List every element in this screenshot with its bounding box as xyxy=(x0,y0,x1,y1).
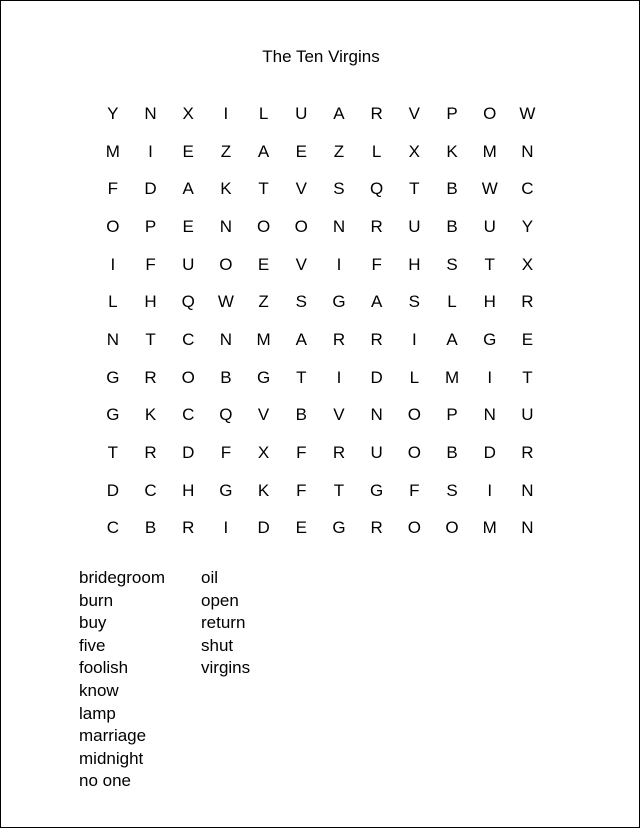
grid-letter: Y xyxy=(107,103,119,123)
grid-letter: M xyxy=(482,141,497,161)
grid-letter: T xyxy=(409,179,420,199)
grid-letter: P xyxy=(446,405,458,425)
word-list-item: marriage xyxy=(79,726,147,746)
grid-letter: P xyxy=(144,216,157,236)
grid-letter: Q xyxy=(181,292,195,312)
grid-letter: E xyxy=(182,216,194,236)
grid-letter: L xyxy=(409,367,420,387)
grid-letter: N xyxy=(106,329,119,349)
grid-letter: M xyxy=(444,367,460,387)
grid-letter: F xyxy=(296,480,307,500)
grid-letter: E xyxy=(521,329,534,349)
grid-letter: I xyxy=(223,518,229,538)
grid-letter: W xyxy=(481,179,498,199)
grid-letter: U xyxy=(295,103,308,123)
grid-letter: S xyxy=(446,254,458,274)
letter-grid xyxy=(94,95,546,547)
grid-letter: S xyxy=(408,292,421,312)
grid-letter: D xyxy=(144,179,157,199)
grid-letter: S xyxy=(333,179,345,199)
grid-letter: F xyxy=(296,443,307,463)
grid-letter: O xyxy=(294,216,308,236)
grid-letter: T xyxy=(107,443,119,463)
grid-letter: Y xyxy=(521,216,534,236)
grid-letter: N xyxy=(521,141,534,161)
word-list-item: lamp xyxy=(79,703,116,723)
grid-letter: O xyxy=(106,216,120,236)
grid-letter: Q xyxy=(370,179,384,199)
grid-letter: R xyxy=(144,367,157,387)
grid-letter: C xyxy=(182,405,195,425)
grid-letter: Z xyxy=(220,141,232,161)
grid-letter: X xyxy=(521,254,534,274)
grid-letter: T xyxy=(145,329,156,349)
grid-letter: O xyxy=(256,216,271,236)
grid-letter: A xyxy=(257,141,270,161)
word-list-item: shut xyxy=(201,635,234,655)
grid-letter: L xyxy=(108,292,118,312)
grid-letter: L xyxy=(371,141,382,161)
grid-letter: V xyxy=(408,103,421,123)
grid-letter: O xyxy=(181,367,195,387)
grid-letter: B xyxy=(220,367,232,387)
grid-letter: I xyxy=(336,254,342,274)
grid-letter: N xyxy=(370,405,383,425)
grid-letter: R xyxy=(144,443,157,463)
grid-letter: G xyxy=(370,480,384,500)
grid-letter: B xyxy=(446,443,458,463)
grid-letter: N xyxy=(219,329,233,349)
word-list-item: virgins xyxy=(201,658,251,678)
grid-letter: H xyxy=(483,292,496,312)
grid-letter: D xyxy=(370,367,383,387)
grid-letter: W xyxy=(519,103,536,123)
grid-letter: I xyxy=(110,254,116,274)
grid-letter: R xyxy=(370,216,383,236)
grid-letter: Z xyxy=(333,141,345,161)
word-list-item: no one xyxy=(79,771,131,791)
grid-letter: U xyxy=(521,405,534,425)
grid-letter: V xyxy=(257,405,270,425)
grid-letter: L xyxy=(447,292,457,312)
grid-letter: Q xyxy=(219,405,233,425)
grid-letter: V xyxy=(333,405,345,425)
grid-letter: M xyxy=(105,141,120,161)
grid-letter: H xyxy=(182,480,195,500)
grid-letter: F xyxy=(107,179,119,199)
word-list-item: five xyxy=(79,635,106,655)
grid-letter: C xyxy=(144,480,157,500)
grid-letter: F xyxy=(409,480,420,500)
grid-letter: A xyxy=(182,179,194,199)
grid-letter: U xyxy=(182,254,195,274)
grid-letter: G xyxy=(106,405,120,425)
word-list-item: open xyxy=(201,590,239,610)
grid-letter: V xyxy=(295,179,307,199)
grid-letter: B xyxy=(295,405,307,425)
grid-letter: I xyxy=(487,480,493,500)
grid-letter: K xyxy=(257,480,270,500)
word-list-item: burn xyxy=(79,590,114,610)
grid-letter: B xyxy=(446,179,458,199)
word-list-item: return xyxy=(201,613,246,633)
grid-letter: K xyxy=(220,179,232,199)
grid-letter: G xyxy=(332,292,346,312)
word-list-item: know xyxy=(79,680,119,700)
grid-letter: I xyxy=(223,103,229,123)
grid-letter: H xyxy=(408,254,421,274)
grid-letter: N xyxy=(483,405,496,425)
grid-letter: D xyxy=(106,480,119,500)
word-list-item: midnight xyxy=(79,748,144,768)
grid-letter: R xyxy=(332,443,346,463)
grid-letter: G xyxy=(332,518,346,538)
grid-letter: N xyxy=(521,480,534,500)
grid-letter: R xyxy=(521,292,534,312)
grid-letter: A xyxy=(370,292,383,312)
grid-letter: N xyxy=(332,216,346,236)
grid-letter: D xyxy=(483,443,496,463)
grid-letter: O xyxy=(219,254,233,274)
grid-letter: B xyxy=(144,518,157,538)
grid-letter: O xyxy=(407,405,421,425)
grid-letter: G xyxy=(483,329,497,349)
grid-letter: L xyxy=(258,103,269,123)
grid-letter: A xyxy=(333,103,345,123)
grid-letter: G xyxy=(106,367,120,387)
grid-letter: T xyxy=(484,254,495,274)
grid-letter: M xyxy=(482,518,497,538)
grid-letter: F xyxy=(145,254,156,274)
grid-letter: G xyxy=(256,367,271,387)
grid-letter: B xyxy=(446,216,458,236)
word-list-item: oil xyxy=(201,568,219,587)
grid-letter: V xyxy=(295,254,307,274)
grid-letter: O xyxy=(407,518,421,538)
word-list-item: bridegroom xyxy=(79,568,165,587)
grid-letter: F xyxy=(371,254,382,274)
grid-letter: U xyxy=(483,216,496,236)
grid-letter: R xyxy=(332,329,346,349)
grid-letter: N xyxy=(219,216,233,236)
grid-letter: O xyxy=(445,518,459,538)
grid-letter: I xyxy=(411,329,417,349)
grid-letter: C xyxy=(521,179,534,199)
grid-letter: T xyxy=(333,480,345,500)
grid-letter: C xyxy=(182,329,195,349)
grid-letter: W xyxy=(217,292,234,312)
grid-letter: T xyxy=(522,367,533,387)
grid-letter: R xyxy=(182,518,195,538)
grid-letter: O xyxy=(483,103,497,123)
grid-letter: X xyxy=(408,141,421,161)
word-list-item: buy xyxy=(79,613,107,633)
grid-letter: X xyxy=(257,443,270,463)
grid-letter: U xyxy=(408,216,421,236)
grid-letter: N xyxy=(144,103,157,123)
grid-letter: G xyxy=(219,480,233,500)
grid-letter: D xyxy=(257,518,270,538)
grid-letter: X xyxy=(182,103,194,123)
grid-letter: R xyxy=(370,329,383,349)
grid-letter: R xyxy=(521,443,534,463)
grid-letter: P xyxy=(446,103,458,123)
grid-letter: K xyxy=(144,405,157,425)
grid-letter: T xyxy=(296,367,307,387)
grid-letter: I xyxy=(336,367,342,387)
grid-letter: C xyxy=(106,518,119,538)
grid-letter: O xyxy=(407,443,421,463)
grid-letter: E xyxy=(182,141,194,161)
word-list-item: foolish xyxy=(79,658,129,678)
grid-letter: R xyxy=(370,103,383,123)
grid-letter: H xyxy=(144,292,157,312)
grid-letter: E xyxy=(257,254,270,274)
grid-letter: S xyxy=(295,292,307,312)
grid-letter: E xyxy=(295,518,307,538)
word-list-column-1 xyxy=(79,567,177,793)
grid-letter: I xyxy=(148,141,153,161)
grid-letter: M xyxy=(256,329,271,349)
puzzle-title: The Ten Virgins xyxy=(262,47,380,66)
word-list xyxy=(79,567,250,793)
grid-letter: D xyxy=(182,443,195,463)
grid-letter: A xyxy=(446,329,458,349)
grid-letter: A xyxy=(295,329,307,349)
grid-letter: E xyxy=(295,141,307,161)
grid-letter: K xyxy=(446,141,458,161)
grid-letter: U xyxy=(370,443,383,463)
grid-letter: N xyxy=(521,518,534,538)
grid-letter: F xyxy=(220,443,232,463)
grid-letter: T xyxy=(258,179,269,199)
grid-letter: R xyxy=(370,518,383,538)
grid-letter: Z xyxy=(258,292,269,312)
grid-letter: S xyxy=(446,480,458,500)
word-list-column-2 xyxy=(201,567,250,793)
grid-letter: I xyxy=(487,367,493,387)
